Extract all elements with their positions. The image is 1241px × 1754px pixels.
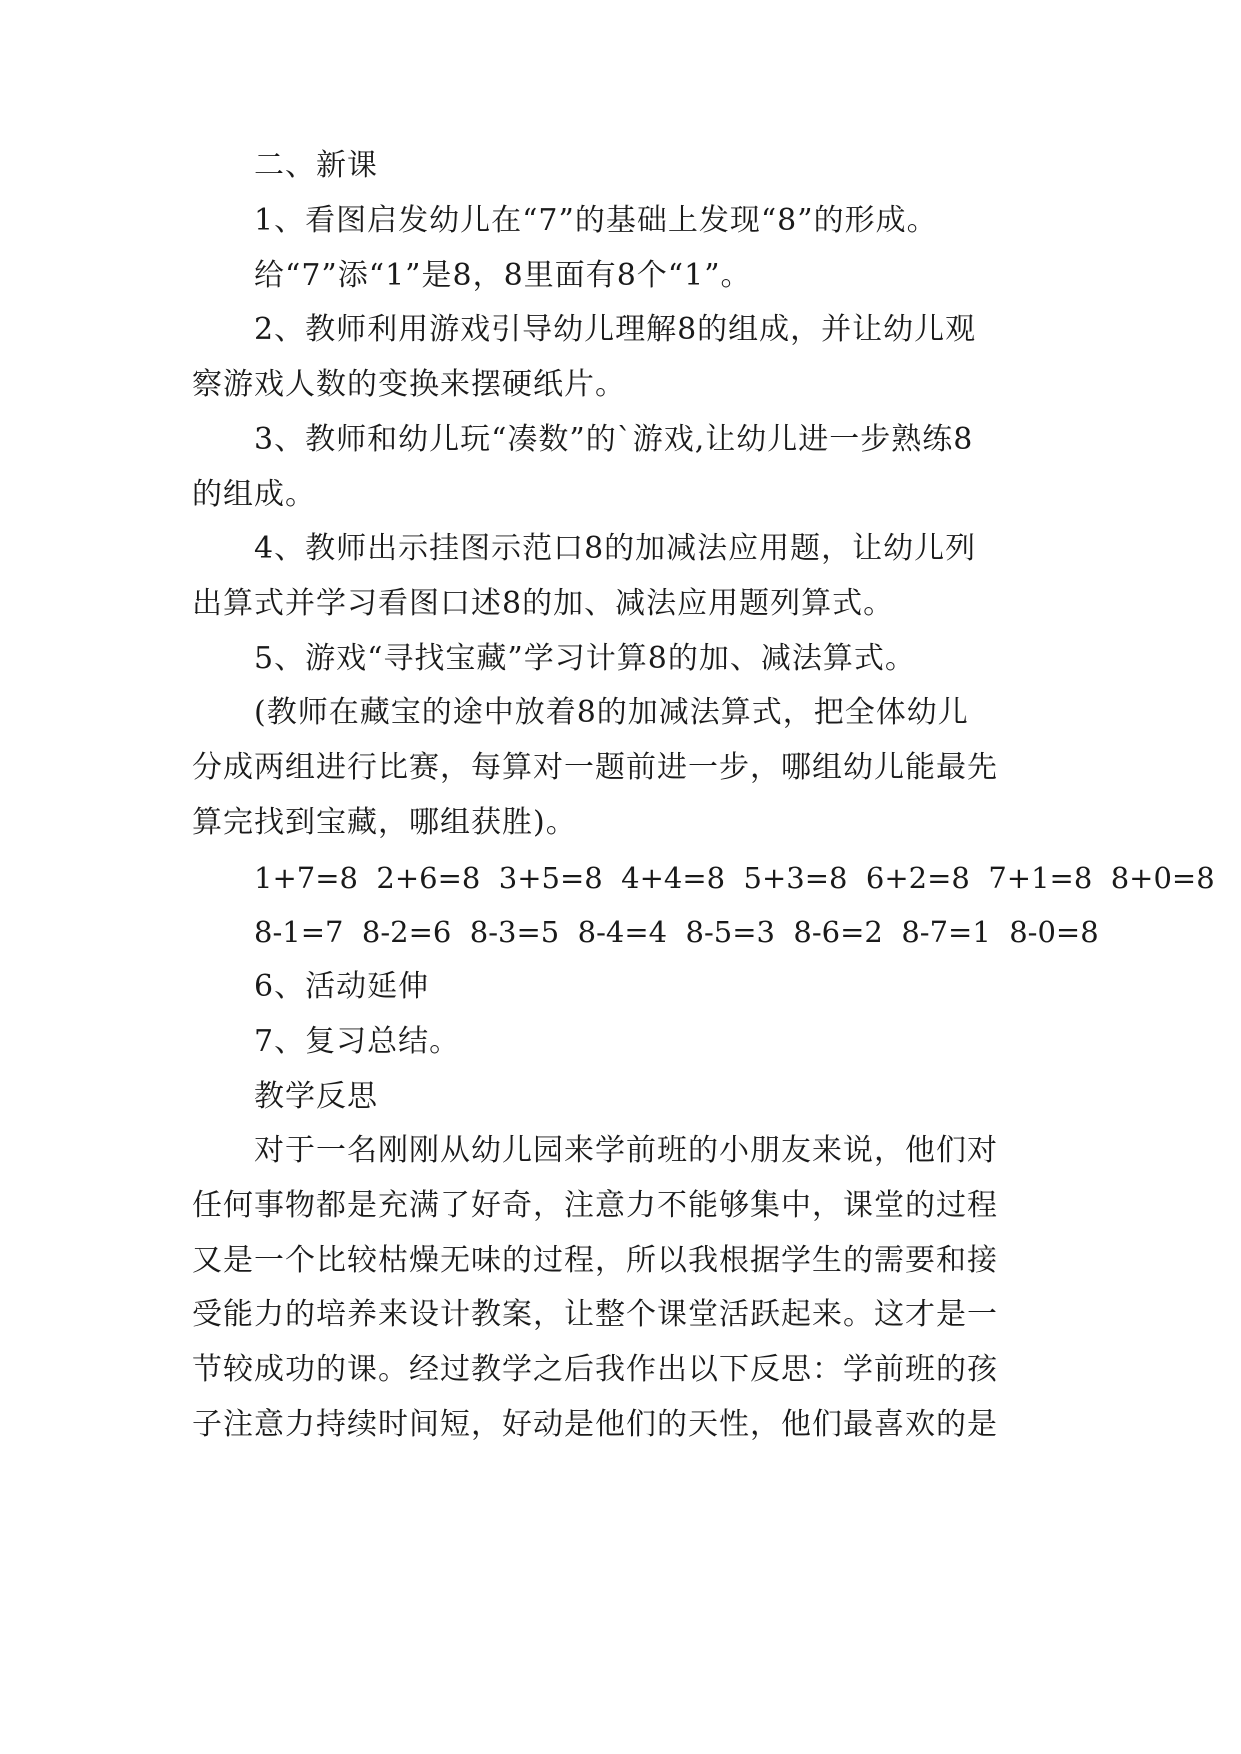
paragraph-line: 察游戏人数的变换来摆硬纸片。 [192,367,626,402]
paragraph-line: 5、游戏“寻找宝藏”学习计算8的加、减法算式。 [254,641,916,676]
paragraph-line: 2、教师利用游戏引导幼儿理解8的组成，并让幼儿观 [254,312,977,347]
paragraph-line: 又是一个比较枯燥无味的过程，所以我根据学生的需要和接 [192,1243,998,1278]
section-heading-reflection: 教学反思 [254,1079,378,1114]
paragraph-line: 分成两组进行比赛，每算对一题前进一步，哪组幼儿能最先 [192,750,998,785]
addition-equations: 1+7=8 2+6=8 3+5=8 4+4=8 5+3=8 6+2=8 7+1=8 8+0=8 [254,861,1215,895]
section-heading-new-lesson: 二、新课 [254,148,378,183]
paragraph-line: 4、教师出示挂图示范口8的加减法应用题，让幼儿列 [254,531,977,566]
paragraph-line: 对于一名刚刚从幼儿园来学前班的小朋友来说，他们对 [254,1133,998,1168]
paragraph-line: 任何事物都是充满了好奇，注意力不能够集中，课堂的过程 [192,1188,998,1223]
paragraph-line: 1、看图启发幼儿在“7”的基础上发现“8”的形成。 [254,203,938,238]
paragraph-line: 算完找到宝藏，哪组获胜)。 [192,805,577,840]
paragraph-line: 的组成。 [192,477,316,512]
paragraph-line: 子注意力持续时间短，好动是他们的天性，他们最喜欢的是 [192,1407,998,1442]
paragraph-line: 6、活动延伸 [254,969,430,1004]
paragraph-line: 7、复习总结。 [254,1024,461,1059]
paragraph-line: 受能力的培养来设计教案，让整个课堂活跃起来。这才是一 [192,1297,998,1332]
paragraph-line: (教师在藏宝的途中放着8的加减法算式，把全体幼儿 [254,695,969,730]
paragraph-line: 给“7”添“1”是8，8里面有8个“1”。 [254,258,752,293]
paragraph-line: 出算式并学习看图口述8的加、减法应用题列算式。 [192,586,895,621]
paragraph-line: 节较成功的课。经过教学之后我作出以下反思：学前班的孩 [192,1352,998,1387]
paragraph-line: 3、教师和幼儿玩“凑数”的`游戏,让幼儿进一步熟练8 [254,422,974,457]
subtraction-equations: 8-1=7 8-2=6 8-3=5 8-4=4 8-5=3 8-6=2 8-7=1 8-0=8 [254,915,1099,949]
